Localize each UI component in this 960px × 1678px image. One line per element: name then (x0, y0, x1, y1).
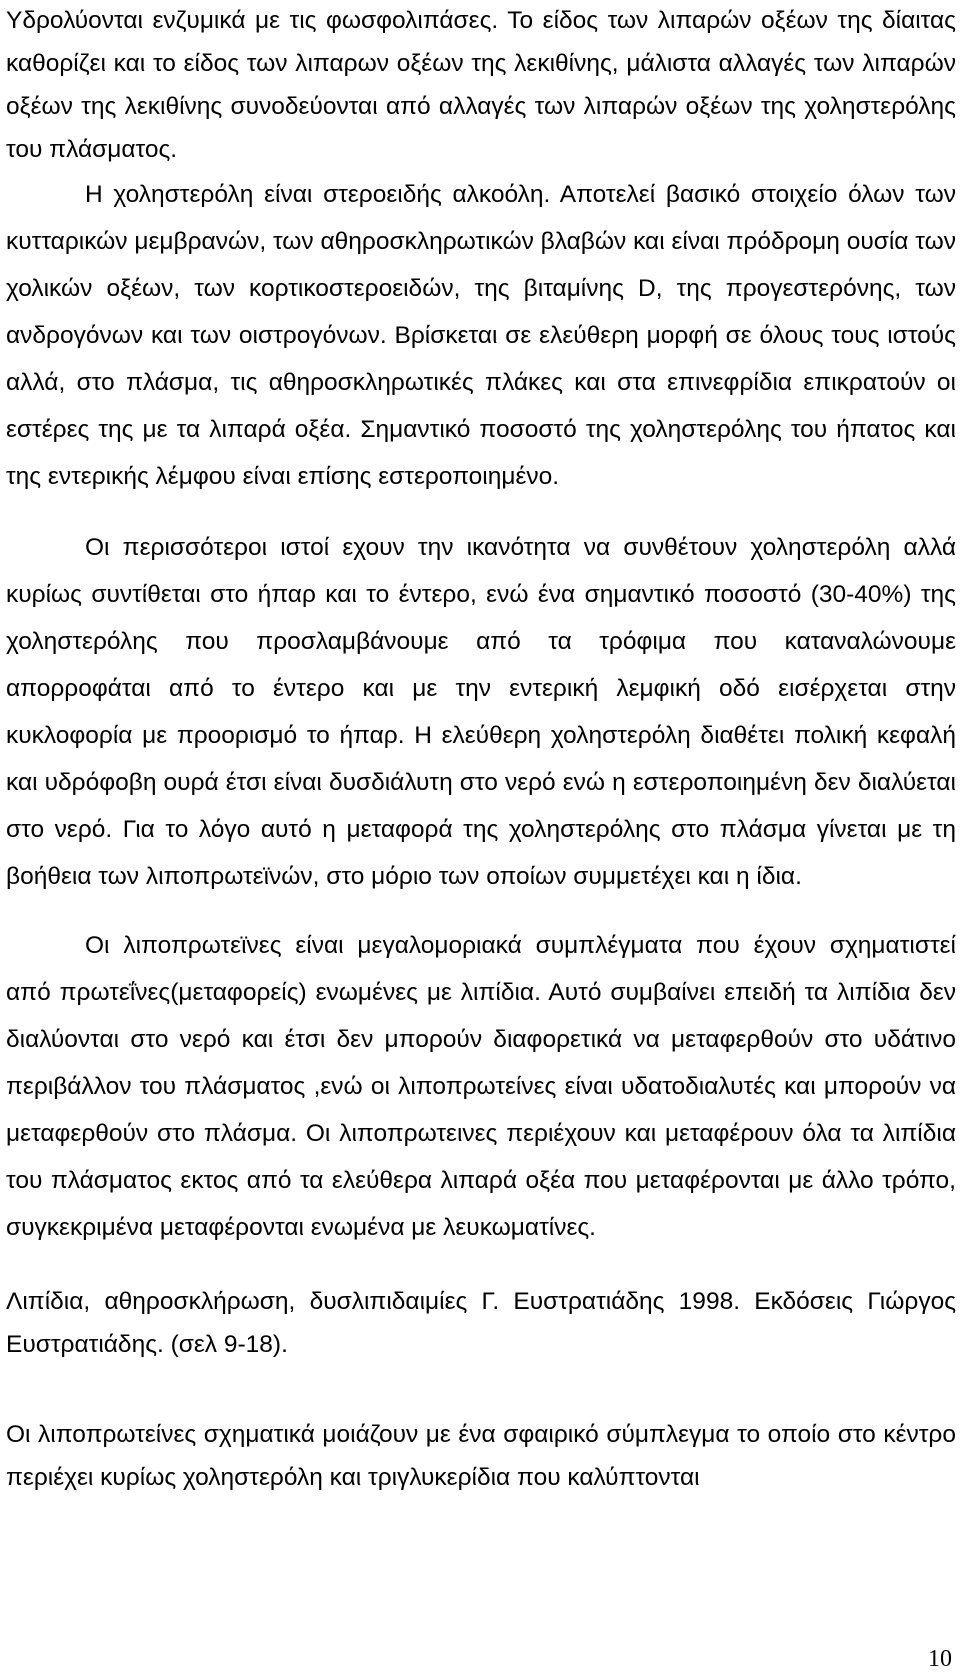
paragraph-lipoproteins: Οι λιποπρωτεϊνες είναι μεγαλομοριακά συμπλέγματα που έχουν σχηματιστεί από πρωτεΐνες(μεταφορείς) ενωμένες με λιπίδια. Αυτό συμβαίνει επειδή τα λιπίδια δεν διαλύονται στο νερό και έτσι δεν μπορούν διαφορετικά να μεταφερθούν στο υδάτινο περιβάλλον του πλάσματος ,ενώ οι λιποπρωτείνες είναι υδατοδιαλυτές και μπορούν να μεταφερθούν στο πλάσμα. Οι λιποπρωτεινες περιέχουν και μεταφέρουν όλα τα λιπίδια του πλάσματος εκτος από τα ελεύθερα λιπαρά οξέα που μεταφέρονται με άλλο τρόπο, συγκεκριμένα μεταφέρονται ενωμένα με λευκωματίνες. (6, 932, 956, 1241)
paragraph-cholesterol-definition: Η χοληστερόλη είναι στεροειδής αλκοόλη. Αποτελεί βασικό στοιχείο όλων των κυτταρικών μεμβρανών, των αθηροσκληρωτικών βλαβών και είναι πρόδρομη ουσία των χολικών οξέων, των κορτικοστεροειδών, της βιταμίνης D, της προγεστερόνης, των ανδρογόνων και των οιστρογόνων. Βρίσκεται σε ελεύθερη μορφή σε όλους τους ιστούς αλλά, στο πλάσμα, τις αθηροσκληρωτικές πλάκες και στα επινεφρίδια επικρατούν οι εστέρες της με τα λιπαρά οξέα. Σημαντικό ποσοστό της χοληστερόλης του ήπατος και της εντερικής λέμφου είναι επίσης εστεροποιημένο. (6, 181, 956, 490)
paragraph-phospholipases: Υδρολύονται ενζυμικά με τις φωσφολιπάσες. Το είδος των λιπαρών οξέων της δίαιτας καθορίζει και το είδος των λιπαρων οξέων της λεκιθίνης, μάλιστα αλλαγές των λιπαρών οξέων της λεκιθίνης συνοδεύονται από αλλαγές των λιπαρών οξέων της χοληστερόλης του πλάσματος. (6, 7, 956, 163)
page-number: 10 (928, 1646, 952, 1672)
paragraph-reference: Λιπίδια, αθηροσκλήρωση, δυσλιπιδαιμίες Γ. Ευστρατιάδης 1998. Εκδόσεις Γιώργος Ευστρατιάδης. (σελ 9-18). (6, 1288, 956, 1358)
paragraph-lipoprotein-structure: Οι λιποπρωτείνες σχηματικά μοιάζουν με ένα σφαιρικό σύμπλεγμα το οποίο στο κέντρο περιέχει κυρίως χοληστερόλη και τριγλυκερίδια που καλύπτονται (6, 1421, 956, 1491)
paragraph-cholesterol-synthesis: Οι περισσότεροι ιστοί εχουν την ικανότητα να συνθέτουν χοληστερόλη αλλά κυρίως συντίθεται στο ήπαρ και το έντερο, ενώ ένα σημαντικό ποσοστό (30-40%) της χοληστερόλης που προσλαμβάνουμε από τα τρόφιμα που καταναλώνουμε απορροφάται από το έντερο και με την εντερική λεμφική οδό εισέρχεται στην κυκλοφορία με προορισμό το ήπαρ. Η ελεύθερη χοληστερόλη διαθέτει πολική κεφαλή και υδρόφοβη ουρά έτσι είναι δυσδιάλυτη στο νερό ενώ η εστεροποιημένη δεν διαλύεται στο νερό. Για το λόγο αυτό η μεταφορά της χοληστερόλης στο πλάσμα γίνεται με τη βοήθεια των λιποπρωτεϊνών, στο μόριο των οποίων συμμετέχει και η ίδια. (6, 534, 956, 890)
